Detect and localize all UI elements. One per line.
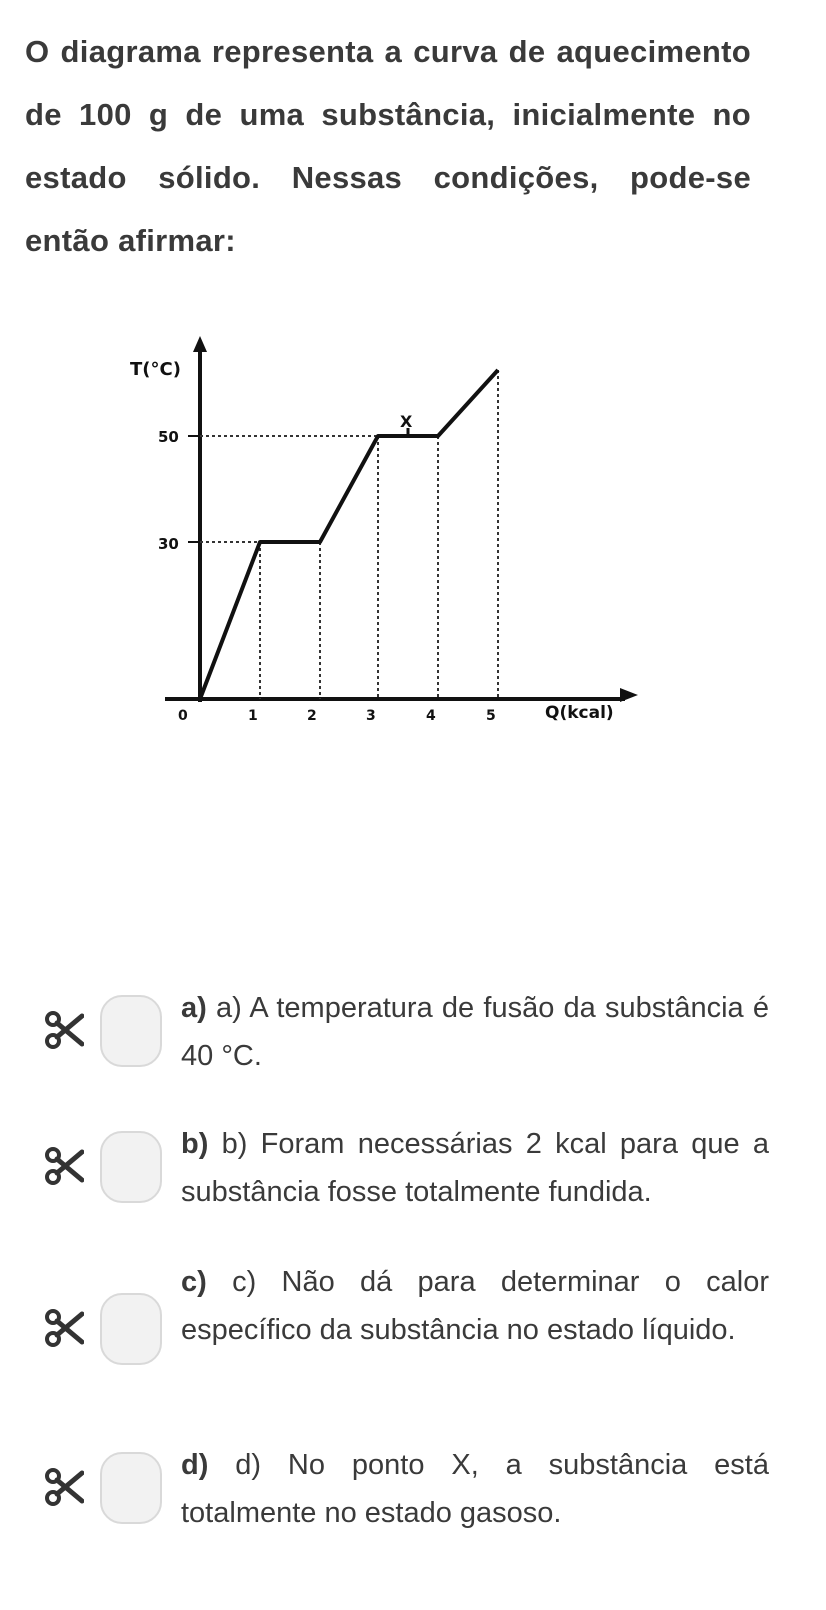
option-statement: c) Não dá para determinar o calor específico da substância no estado líquido. (181, 1266, 770, 1346)
x-tick-label-1: 1 (248, 708, 258, 724)
heating-curve-svg (120, 330, 670, 760)
option-d-radio[interactable] (100, 1452, 162, 1524)
scissors-icon[interactable] (44, 1010, 84, 1050)
scissors-icon[interactable] (44, 1467, 84, 1507)
question-text: O diagrama representa a curva de aquecimento de 100 g de uma substância, inicialmente no estado sólido. Nessas condições, pode-se então afirmar: (25, 34, 751, 258)
y-tick-label-50: 50 (158, 428, 179, 446)
x-tick-label-5: 5 (486, 708, 496, 724)
option-d-label[interactable] (181, 1441, 769, 1537)
x-tick-label-4: 4 (426, 708, 436, 724)
option-b-radio[interactable] (100, 1131, 162, 1203)
option-a-radio[interactable] (100, 995, 162, 1067)
y-tick-label-30: 30 (158, 535, 179, 553)
y-axis-arrow (193, 336, 207, 352)
heating-curve-diagram (120, 330, 670, 760)
point-x-label: X (400, 412, 413, 431)
option-a-label[interactable] (181, 984, 769, 1080)
option-statement: d) No ponto X, a substância está totalmente no estado gasoso. (181, 1449, 769, 1529)
heating-curve-line (200, 370, 498, 699)
option-c-radio[interactable] (100, 1293, 162, 1365)
option-statement: b) Foram necessárias 2 kcal para que a substância fosse totalmente fundida. (181, 1128, 769, 1208)
x-tick-label-3: 3 (366, 708, 376, 724)
option-letter: b) (181, 1128, 222, 1160)
option-letter: c) (181, 1266, 233, 1298)
option-letter: a) (181, 992, 216, 1024)
x-axis-label: Q(kcal) (545, 703, 614, 723)
option-statement: a) A temperatura de fusão da substância é 40 °C. (181, 992, 769, 1072)
option-letter: d) (181, 1449, 236, 1481)
y-axis-label: T(°C) (130, 359, 181, 380)
scissors-icon[interactable] (44, 1308, 84, 1348)
x-tick-label-0: 0 (178, 708, 188, 724)
option-c-label[interactable] (181, 1258, 769, 1354)
x-axis-arrow (620, 688, 638, 702)
scissors-icon[interactable] (44, 1146, 84, 1186)
option-b-label[interactable] (181, 1120, 769, 1216)
x-tick-label-2: 2 (307, 708, 317, 724)
